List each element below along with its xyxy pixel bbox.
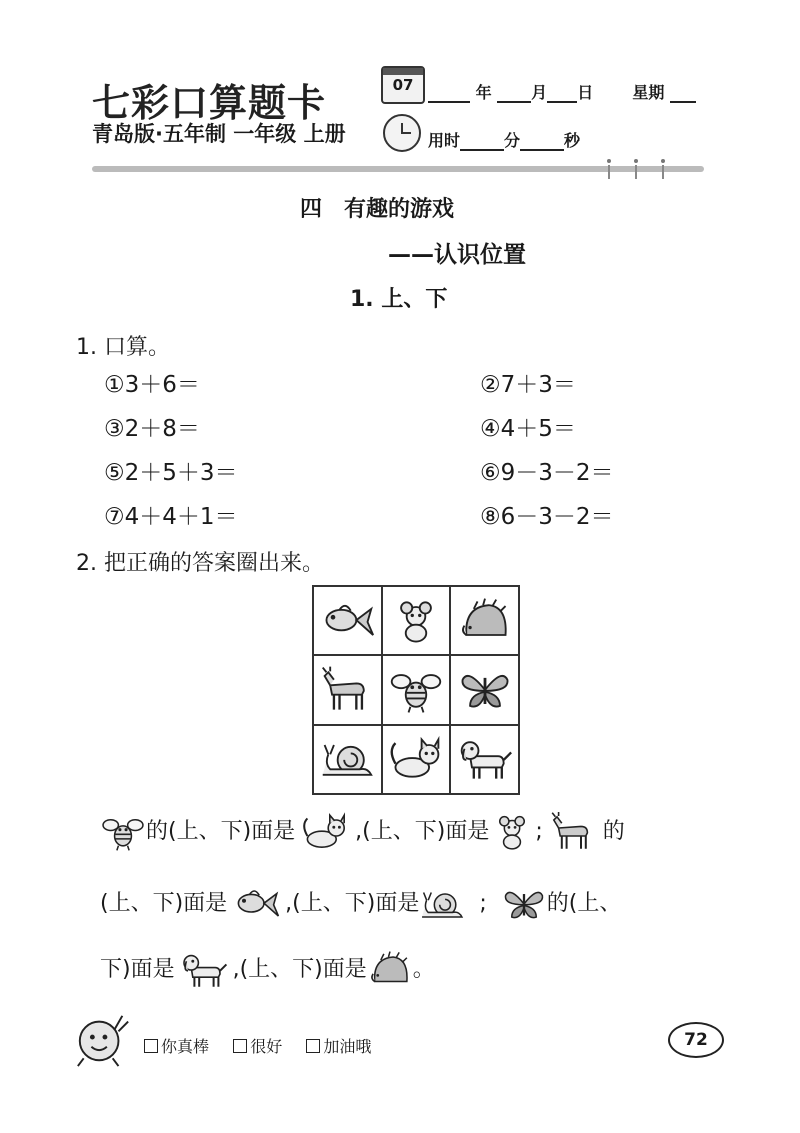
answer-line-1 (100, 812, 625, 852)
clock-icon (383, 114, 421, 152)
page-number: 72 (668, 1022, 724, 1058)
time-used-label: 用时 (428, 131, 461, 150)
grid-cell-mouse (382, 586, 451, 655)
answer-choice[interactable]: ,(上、下)面是 (355, 819, 490, 844)
day-label: 日 (577, 83, 594, 102)
grid-cell-dog (450, 725, 519, 794)
dog-icon (175, 950, 233, 990)
calendar-icon (381, 66, 425, 104)
answer-choice[interactable]: (上、下)面是 (100, 891, 228, 916)
answer-line-3 (100, 950, 435, 990)
problem-6: ⑥9－3－2＝ (480, 460, 614, 486)
cat-icon (388, 733, 444, 785)
answer-choice[interactable]: ,(上、下)面是 (285, 891, 420, 916)
punctuation: 。 (412, 957, 435, 982)
second-label: 秒 (564, 131, 581, 150)
calendar-day: 07 (392, 76, 414, 94)
rating-option[interactable] (144, 1037, 209, 1056)
bee-icon (100, 812, 146, 852)
goat-icon (319, 664, 375, 716)
fish-icon (319, 595, 375, 647)
problem-7: ⑦4＋4＋1＝ (104, 504, 238, 530)
problem-3: ③2＋8＝ (104, 416, 200, 442)
grid-cell-hedgehog (450, 586, 519, 655)
self-rating (144, 1034, 371, 1057)
dog-icon (457, 733, 513, 785)
snail-icon (419, 884, 465, 924)
pin-icon (605, 159, 613, 179)
minute-label: 分 (504, 131, 521, 150)
question-1-heading: 1. 口算。 (76, 335, 170, 360)
date-line (428, 80, 696, 103)
grid-cell-snail (313, 725, 382, 794)
answer-choice[interactable]: 的(上、下)面是 (146, 819, 296, 844)
month-label: 月 (531, 83, 548, 102)
weekday-label: 星期 (632, 83, 665, 102)
punctuation: ; (479, 891, 487, 916)
question-2-heading: 2. 把正确的答案圈出来。 (76, 551, 324, 576)
mascot-icon (74, 1010, 132, 1068)
checkbox-icon[interactable] (306, 1039, 320, 1053)
year-label: 年 (475, 83, 492, 102)
chapter-title: 四 有趣的游戏 (300, 197, 455, 222)
grid-cell-bee (382, 655, 451, 724)
chapter-subtitle: ——认识位置 (388, 242, 526, 268)
hedgehog-icon (367, 950, 413, 990)
hedgehog-icon (457, 595, 513, 647)
bee-icon (388, 664, 444, 716)
punctuation: ; (535, 819, 543, 844)
goat-icon (543, 812, 603, 852)
time-used-line (428, 128, 580, 151)
grid-cell-fish (313, 586, 382, 655)
cat-icon (295, 812, 355, 852)
butterfly-icon (457, 664, 513, 716)
answer-line-2 (100, 884, 621, 924)
pin-icon (632, 159, 640, 179)
fish-icon (227, 884, 285, 924)
checkbox-icon[interactable] (233, 1039, 247, 1053)
snail-icon (319, 733, 375, 785)
grid-cell-goat (313, 655, 382, 724)
butterfly-icon (501, 884, 547, 924)
problem-5: ⑤2＋5＋3＝ (104, 460, 238, 486)
animal-grid (312, 585, 520, 795)
problem-2: ②7＋3＝ (480, 372, 576, 398)
problem-4: ④4＋5＝ (480, 416, 576, 442)
mouse-icon (388, 595, 444, 647)
problem-8: ⑧6－3－2＝ (480, 504, 614, 530)
answer-choice[interactable]: 下)面是 (100, 957, 175, 982)
problem-1: ①3＋6＝ (104, 372, 200, 398)
brand-title: 七彩口算题卡 (92, 80, 327, 125)
answer-choice[interactable]: ,(上、下)面是 (232, 957, 367, 982)
lesson-title: 1. 上、下 (350, 287, 448, 312)
sentence-text: 的 (602, 819, 625, 844)
rating-label: 很好 (250, 1037, 283, 1056)
grid-cell-butterfly (450, 655, 519, 724)
rating-label: 你真棒 (161, 1037, 210, 1056)
rating-option[interactable] (306, 1037, 371, 1056)
edition-label: 青岛版·五年制 一年级 上册 (92, 122, 346, 146)
grid-cell-cat (382, 725, 451, 794)
pin-icon (659, 159, 667, 179)
rating-label: 加油哦 (323, 1037, 372, 1056)
checkbox-icon[interactable] (144, 1039, 158, 1053)
rating-option[interactable] (233, 1037, 282, 1056)
mouse-icon (489, 812, 535, 852)
answer-choice[interactable]: 的(上、 (546, 891, 622, 916)
